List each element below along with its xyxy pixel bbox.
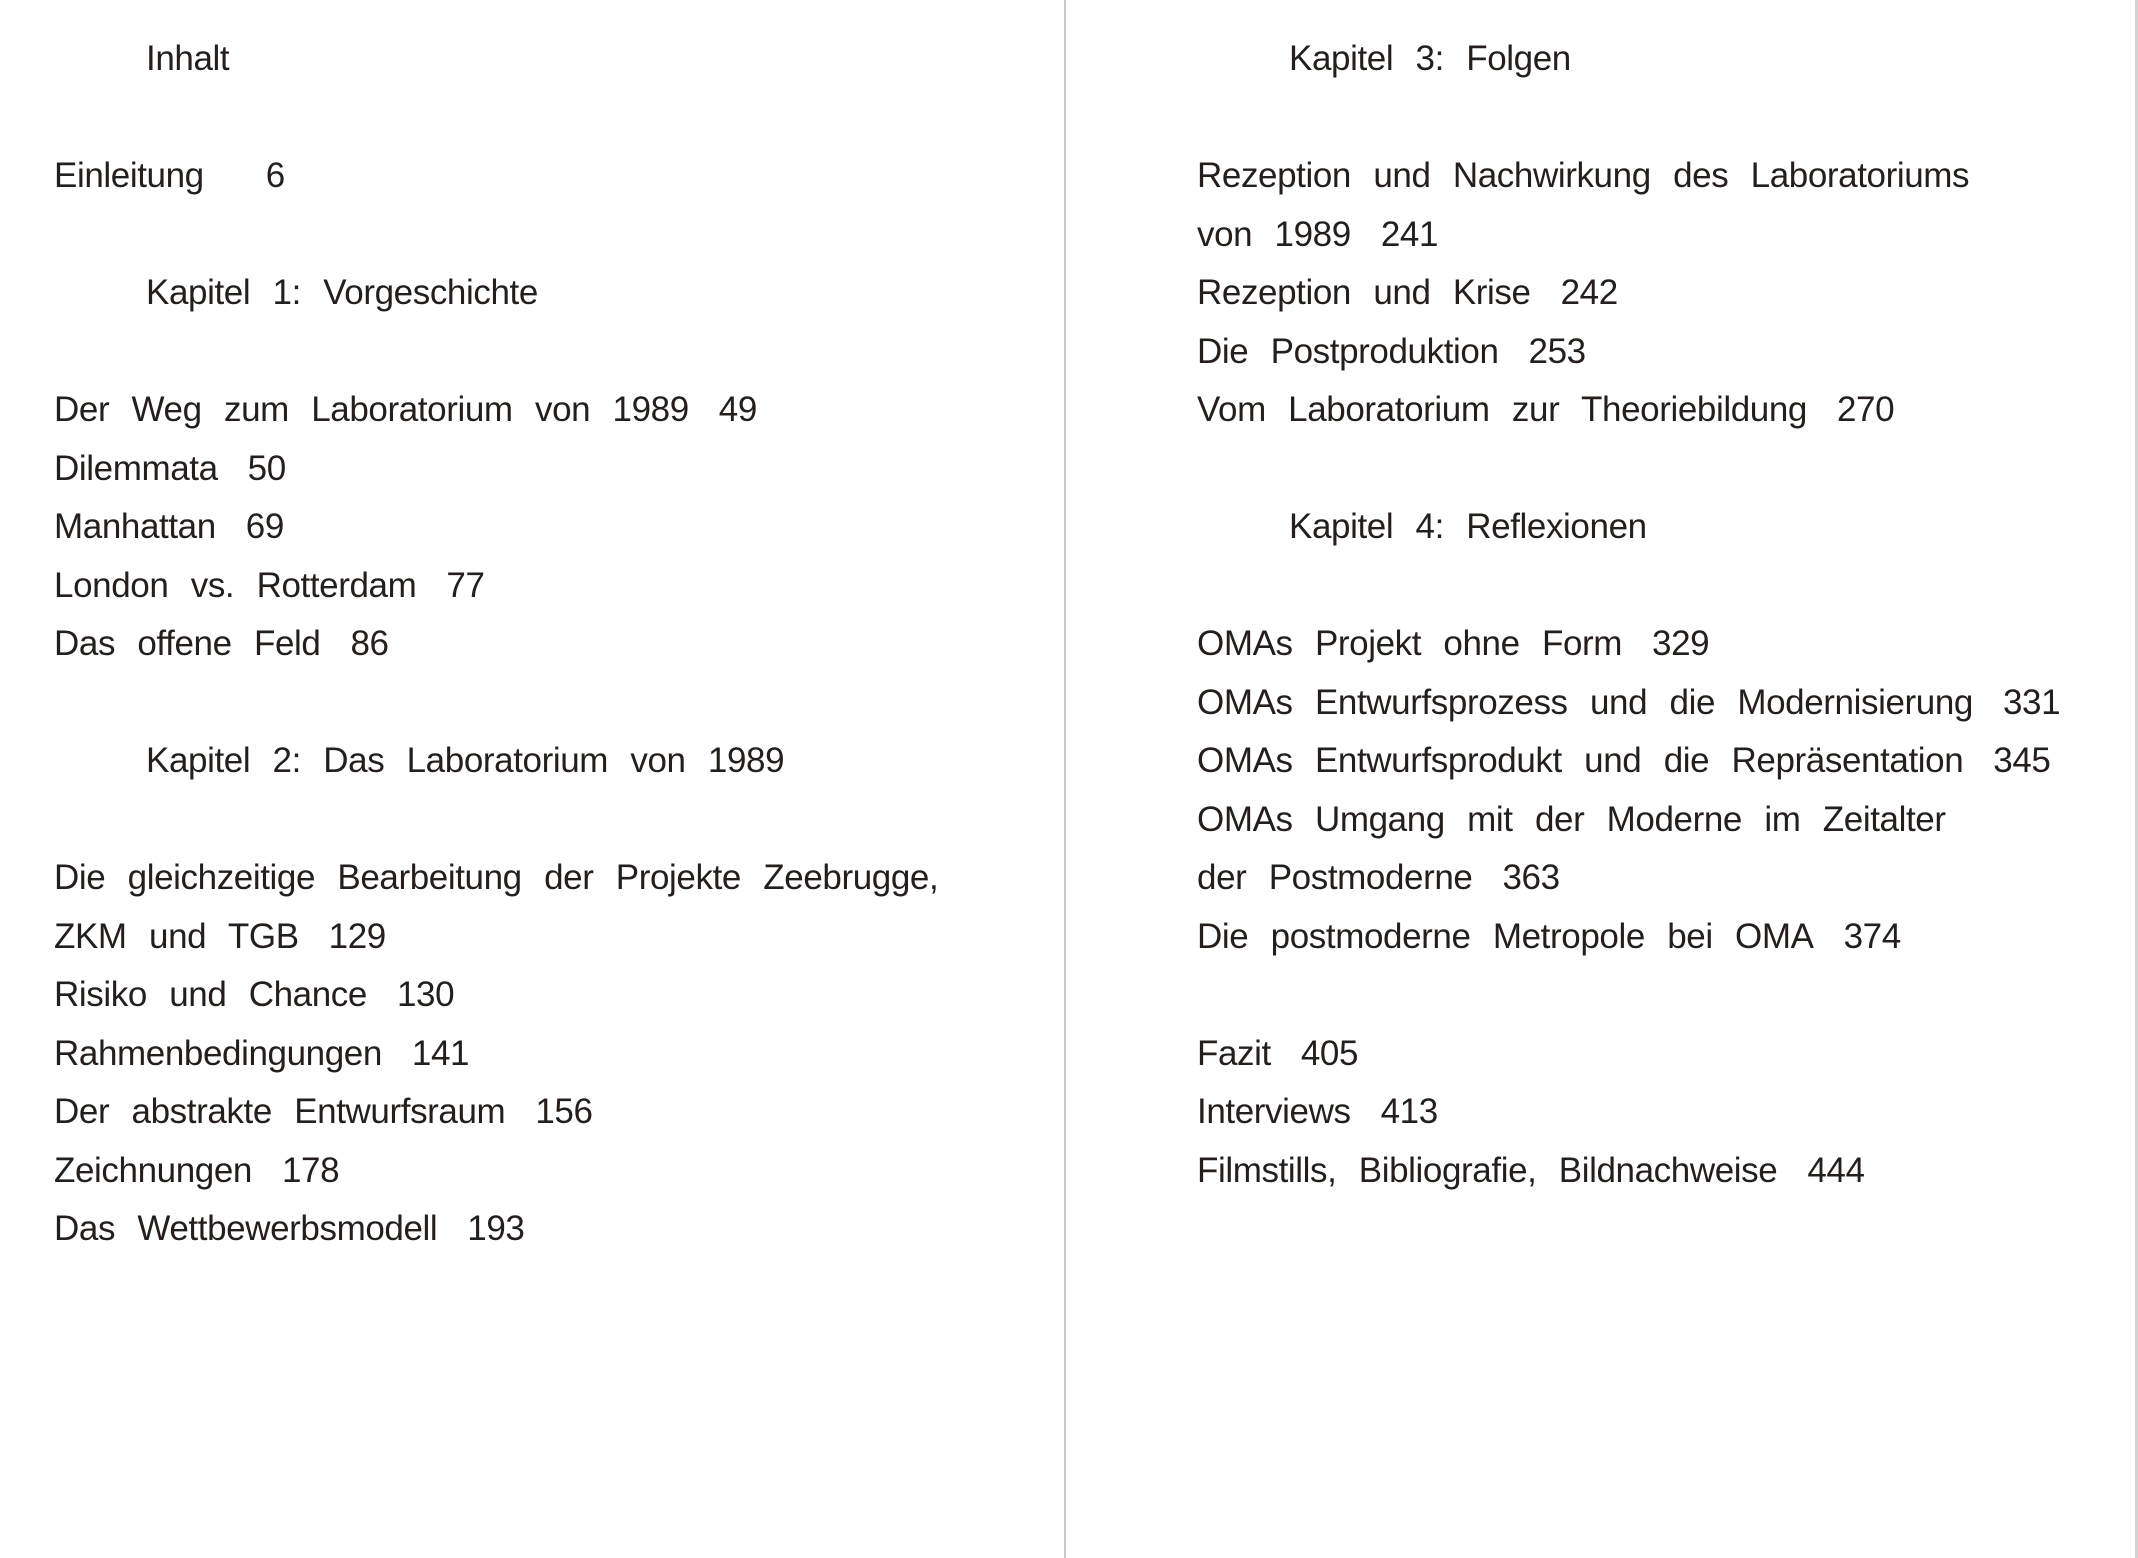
blank-line [54, 791, 1064, 850]
entry-title: Vom Laboratorium zur Theoriebildung [1197, 390, 1807, 429]
entry-page-number: 363 [1502, 858, 1560, 897]
right-page [1066, 0, 2138, 1558]
entry-title [54, 98, 76, 137]
entry-page-number: 69 [245, 507, 284, 546]
entry-title: Das offene Feld [54, 624, 321, 663]
blank-line [54, 89, 1064, 148]
entry-title: von 1989 [1197, 214, 1351, 254]
entry-page-number: 345 [1993, 741, 2051, 780]
blank-line [1197, 89, 2138, 148]
toc-entry [54, 908, 1064, 967]
entry-page-number: 129 [328, 916, 386, 956]
entry-title [54, 800, 76, 839]
entry-page-number: 374 [1843, 916, 1901, 956]
entry-title: Kapitel 4: Reflexionen [1289, 507, 1647, 546]
entry-page-number: 156 [535, 1092, 593, 1131]
entry-title [1197, 975, 1219, 1014]
entry-title: Risiko und Chance [54, 975, 367, 1014]
entry-title: Die gleichzeitige Bearbeitung der Projekte Zeebrugge, [54, 858, 939, 897]
entry-title: OMAs Umgang mit der Moderne im Zeitalter [1197, 799, 1946, 839]
entry-page-number: 86 [350, 624, 389, 663]
entry-title: Inhalt [146, 39, 230, 78]
toc-entry [54, 381, 1064, 440]
entry-title: Interviews [1197, 1092, 1351, 1131]
entry-page-number: 6 [265, 156, 285, 195]
toc-entry [1197, 791, 2138, 850]
entry-page-number: 193 [467, 1209, 525, 1248]
chapter-heading [54, 264, 1064, 323]
entry-page-number: 77 [446, 565, 485, 605]
entry-title: Rahmenbedingungen [54, 1033, 382, 1073]
entry-page-number: 331 [2002, 682, 2061, 722]
toc-entry [1197, 206, 2138, 265]
toc-entry [54, 615, 1064, 674]
entry-title [54, 215, 76, 254]
blank-line [54, 206, 1064, 265]
entry-page-number: 253 [1528, 331, 1586, 371]
toc-entry [54, 966, 1064, 1025]
toc-entry [1197, 732, 2138, 791]
entry-title: Kapitel 1: Vorgeschichte [146, 273, 538, 312]
entry-title [1197, 449, 1219, 488]
entry-title: Das Wettbewerbsmodell [54, 1209, 438, 1248]
entry-title: London vs. Rotterdam [54, 565, 417, 605]
entry-page-number: 130 [396, 975, 455, 1014]
entry-title: Der abstrakte Entwurfsraum [54, 1092, 506, 1131]
entry-title [54, 332, 76, 371]
toc-entry [1197, 1025, 2138, 1084]
entry-page-number: 141 [411, 1033, 470, 1073]
entry-title: Zeichnungen [54, 1150, 252, 1190]
entry-title: Fazit [1197, 1033, 1271, 1073]
toc-entry [54, 557, 1064, 616]
entry-title [1197, 98, 1219, 137]
toc-entry [1197, 908, 2138, 967]
entry-title: OMAs Projekt ohne Form [1197, 624, 1623, 663]
entry-title: Der Weg zum Laboratorium von 1989 [54, 390, 689, 429]
entry-title [1197, 566, 1219, 605]
entry-page-number: 241 [1380, 214, 1439, 254]
blank-line [1197, 440, 2138, 499]
entry-page-number: 329 [1652, 624, 1710, 663]
toc-entry [54, 1142, 1064, 1201]
entry-page-number: 178 [281, 1150, 340, 1190]
entry-page-number: 242 [1560, 273, 1618, 312]
toc-entry [1197, 615, 2138, 674]
entry-title: Die Postproduktion [1197, 331, 1499, 371]
entry-title [54, 683, 76, 722]
chapter-heading [1197, 30, 2138, 89]
entry-title: Einleitung [54, 156, 204, 195]
left-page [0, 0, 1064, 1558]
toc-entry [1197, 381, 2138, 440]
entry-title: Manhattan [54, 507, 216, 546]
toc-entry [54, 498, 1064, 557]
entry-page-number: 405 [1300, 1033, 1359, 1073]
entry-title: OMAs Entwurfsprodukt und die Repräsentation [1197, 741, 1964, 780]
entry-page-number: 444 [1807, 1150, 1865, 1190]
toc-entry [54, 147, 1064, 206]
toc-entry [1197, 1083, 2138, 1142]
toc-entry [54, 1200, 1064, 1259]
blank-line [1197, 966, 2138, 1025]
blank-line [54, 674, 1064, 733]
toc-entry [1197, 264, 2138, 323]
entry-title: Rezeption und Krise [1197, 273, 1531, 312]
entry-title: Kapitel 3: Folgen [1289, 39, 1571, 78]
chapter-heading [1197, 498, 2138, 557]
entry-title: OMAs Entwurfsprozess und die Modernisierung [1197, 682, 1973, 722]
toc-entry [1197, 849, 2138, 908]
toc-entry [54, 440, 1064, 499]
blank-line [1197, 557, 2138, 616]
entry-title: Die postmoderne Metropole bei OMA [1197, 916, 1814, 956]
chapter-heading [54, 732, 1064, 791]
entry-title: Dilemmata [54, 448, 218, 488]
entry-page-number: 270 [1836, 390, 1895, 429]
entry-page-number: 49 [718, 390, 757, 429]
toc-entry [54, 849, 1064, 908]
entry-title: Kapitel 2: Das Laboratorium von 1989 [146, 741, 785, 780]
toc-entry [54, 1083, 1064, 1142]
entry-title: ZKM und TGB [54, 916, 299, 956]
entry-title: Rezeption und Nachwirkung des Laboratoriums [1197, 156, 1970, 195]
toc-entry [1197, 323, 2138, 382]
toc-entry [54, 1025, 1064, 1084]
toc-entry [1197, 147, 2138, 206]
entry-page-number: 413 [1380, 1092, 1438, 1131]
blank-line [54, 323, 1064, 382]
entry-title: der Postmoderne [1197, 858, 1473, 897]
entry-page-number: 50 [247, 448, 286, 488]
toc-entry [1197, 674, 2138, 733]
toc-entry [1197, 1142, 2138, 1201]
contents-title [54, 30, 1064, 89]
entry-title: Filmstills, Bibliografie, Bildnachweise [1197, 1150, 1778, 1190]
